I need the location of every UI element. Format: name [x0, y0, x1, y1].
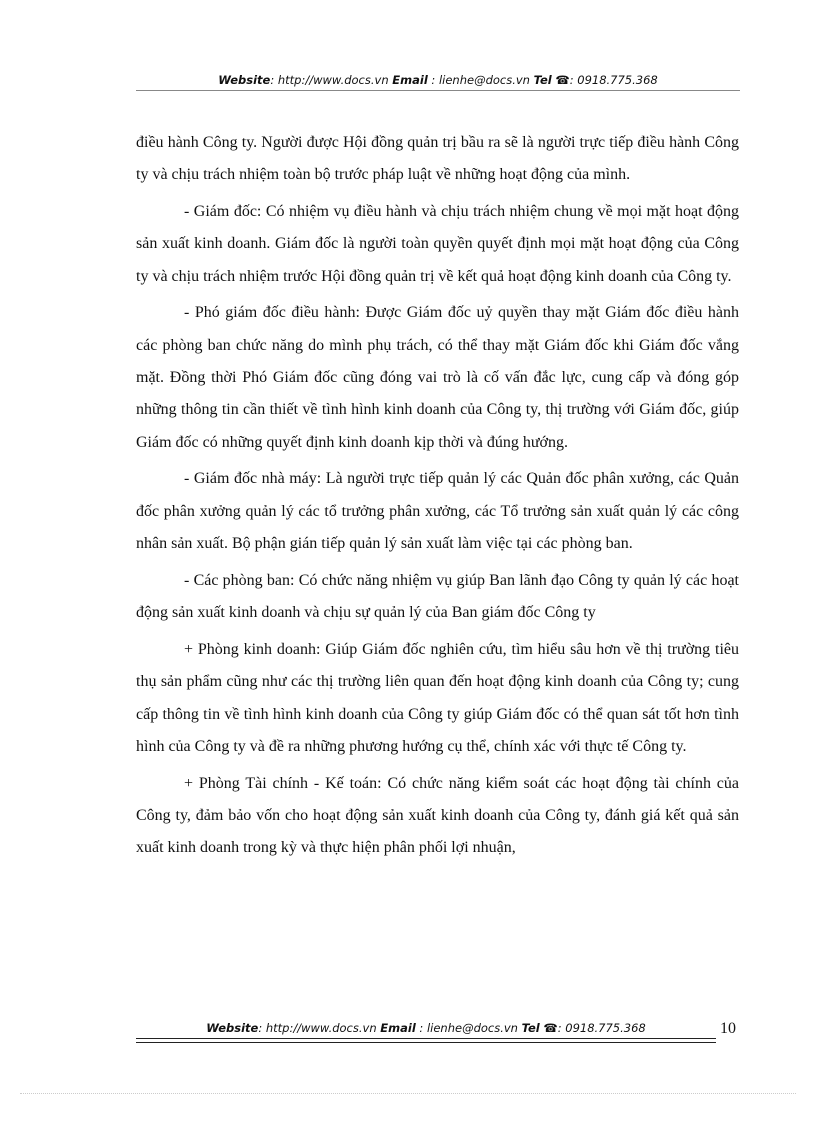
- paragraph: điều hành Công ty. Người được Hội đồng quản trị bầu ra sẽ là người trực tiếp điều hành Công ty và chịu trách nhiệm toàn bộ trước pháp luật về những hoạt động của mình.: [136, 134, 739, 184]
- paragraph: - Phó giám đốc điều hành: Được Giám đốc uỷ quyền thay mặt Giám đốc điều hành các phòng ban chức năng do mình phụ trách, có thể thay mặt Giám đốc khi Giám đốc vắng mặt. Đồng thời Phó Giám đốc cũng đóng vai trò là cố vấn đắc lực, cung cấp và đóng góp những thông tin cần thiết về tình hình kinh doanh của Công ty, thị trường với Giám đốc, giúp Giám đốc có những quyết định kinh doanh kịp thời và đúng hướng.: [136, 304, 739, 451]
- header-website-link[interactable]: : http://www.docs.vn: [270, 73, 393, 87]
- paragraph: + Phòng Tài chính - Kế toán: Có chức năng kiểm soát các hoạt động tài chính của Công ty, đảm bảo vốn cho hoạt động sản xuất kinh doanh của Công ty, đánh giá kết quả sản xuất kinh doanh trong kỳ và thực hiện phân phối lợi nhuận,: [136, 774, 739, 857]
- telephone-icon: ☎: [555, 73, 570, 87]
- footer-tel-label: Tel: [521, 1021, 540, 1035]
- page-header: [136, 73, 740, 87]
- paragraph: - Giám đốc: Có nhiệm vụ điều hành và chịu trách nhiệm chung về mọi mặt hoạt động sản xuất kinh doanh. Giám đốc là người toàn quyền quyết định mọi mặt hoạt động của Công ty và chịu trách nhiệm trước Hội đồng quản trị về kết quả hoạt động kinh doanh của Công ty.: [136, 203, 739, 285]
- header-website-label: Website: [218, 73, 271, 87]
- paragraph: - Giám đốc nhà máy: Là người trực tiếp quản lý các Quản đốc phân xưởng, các Quản đốc phân xưởng quản lý các tổ trưởng phân xưởng, các Tổ trưởng sản xuất quản lý các công nhân sản xuất. Bộ phận gián tiếp quản lý sản xuất làm việc tại các phòng ban.: [136, 470, 739, 553]
- header-divider: [136, 90, 740, 91]
- header-email-label: Email: [392, 73, 428, 87]
- page-number: 10: [720, 1020, 736, 1037]
- footer-website-link[interactable]: : http://www.docs.vn: [258, 1021, 381, 1035]
- footer-divider: [136, 1042, 716, 1043]
- footer-email-label: Email: [380, 1021, 416, 1035]
- page-footer: [136, 1021, 716, 1035]
- header-email-link[interactable]: : lienhe@docs.vn: [427, 73, 534, 87]
- page-break-marker: [20, 1093, 796, 1094]
- footer-email-link[interactable]: : lienhe@docs.vn: [415, 1021, 522, 1035]
- footer-divider: [136, 1038, 716, 1039]
- header-tel-value: : 0918.775.368: [569, 73, 658, 87]
- header-tel-label: Tel: [533, 73, 552, 87]
- footer-website-label: Website: [206, 1021, 259, 1035]
- footer-tel-value: : 0918.775.368: [557, 1021, 646, 1035]
- telephone-icon: ☎: [543, 1021, 558, 1035]
- paragraph: - Các phòng ban: Có chức năng nhiệm vụ giúp Ban lãnh đạo Công ty quản lý các hoạt động sản xuất kinh doanh và chịu sự quản lý của Ban giám đốc Công ty: [136, 571, 739, 622]
- paragraph: + Phòng kinh doanh: Giúp Giám đốc nghiên cứu, tìm hiểu sâu hơn về thị trường tiêu thụ sản phẩm cũng như các thị trường liên quan đến hoạt động kinh doanh của Công ty; cung cấp thông tin về tình hình kinh doanh của Công ty giúp Giám đốc có thể quan sát tốt hơn tình hình của Công ty và đề ra những phương hướng cụ thể, chính xác với thực tế Công ty.: [136, 640, 739, 755]
- document-body: [136, 127, 739, 869]
